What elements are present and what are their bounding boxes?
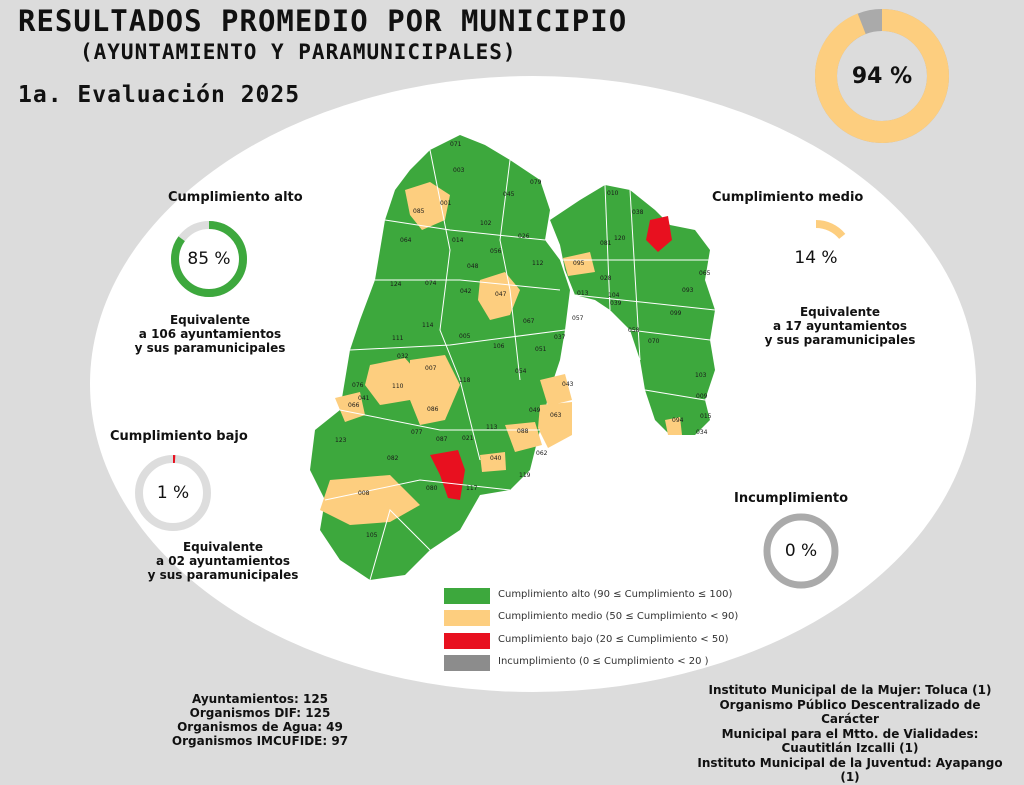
bajo-equiv-line3: y sus paramunicipales	[147, 568, 299, 582]
count-imcufide: Organismos IMCUFIDE: 97	[171, 734, 349, 748]
legend-text-medio: Cumplimiento medio (50 ≤ Cumplimiento < 90)	[498, 611, 739, 622]
municipality-code-label: 095	[573, 260, 585, 267]
municipality-code-label: 105	[366, 532, 378, 539]
note-line5: Instituto Municipal de la Juventud: Ayapango (1)	[697, 755, 1003, 784]
municipality-code-label: 039	[610, 300, 622, 307]
alto-donut	[169, 219, 249, 299]
municipality-code-label: 119	[519, 472, 531, 479]
legend-swatch-alto	[444, 588, 490, 604]
municipality-code-label: 065	[699, 270, 711, 277]
municipality-code-label: 113	[486, 424, 498, 431]
alto-equiv-line3: y sus paramunicipales	[134, 341, 286, 355]
municipality-code-label: 045	[503, 191, 515, 198]
municipality-code-label: 102	[480, 220, 492, 227]
incumplimiento-title: Incumplimiento	[734, 491, 849, 506]
bajo-title: Cumplimiento bajo	[110, 429, 248, 444]
legend-text-bajo: Cumplimiento bajo (20 ≤ Cumplimiento < 50)	[498, 634, 729, 645]
medio-equivalent	[760, 305, 920, 347]
medio-percent: 14 %	[794, 248, 838, 268]
municipality-code-label: 009	[696, 393, 708, 400]
municipality-code-label: 001	[440, 200, 452, 207]
medio-equiv-line3: y sus paramunicipales	[764, 333, 916, 347]
municipality-code-label: 042	[460, 288, 472, 295]
municipality-code-label: 114	[422, 322, 434, 329]
alto-equiv-line1: Equivalente	[169, 313, 251, 327]
legend-swatch-bajo	[444, 633, 490, 649]
municipality-code-label: 040	[490, 455, 502, 462]
medio-equiv-line1: Equivalente	[799, 305, 881, 319]
count-agua: Organismos de Agua: 49	[177, 720, 343, 734]
municipality-code-label: 026	[518, 233, 530, 240]
municipality-code-label: 005	[459, 333, 471, 340]
medio-donut	[776, 218, 856, 298]
municipality-code-label: 104	[608, 292, 620, 299]
municipality-code-label: 057	[572, 315, 584, 322]
municipality-code-label: 117	[466, 485, 478, 492]
municipality-code-label: 074	[425, 280, 437, 287]
municipality-map	[310, 130, 730, 590]
evaluation-subtitle: 1a. Evaluación 2025	[18, 82, 301, 108]
municipality-code-label: 010	[607, 190, 619, 197]
alto-equivalent	[130, 313, 290, 355]
municipality-code-label: 110	[392, 383, 404, 390]
municipality-code-label: 034	[696, 429, 708, 436]
page-title-line2: (AYUNTAMIENTO Y PARAMUNICIPALES)	[80, 40, 517, 64]
municipality-code-label: 080	[426, 485, 438, 492]
municipality-code-label: 056	[490, 248, 502, 255]
municipality-code-label: 058	[628, 327, 640, 334]
count-dif: Organismos DIF: 125	[189, 706, 331, 720]
municipality-code-label: 063	[550, 412, 562, 419]
municipality-code-label: 048	[467, 263, 479, 270]
incumplimiento-percent: 0 %	[784, 541, 818, 561]
legend-text-incumplimiento: Incumplimiento (0 ≤ Cumplimiento < 20 )	[498, 656, 709, 667]
municipality-code-label: 124	[390, 281, 402, 288]
note-line1: Instituto Municipal de la Mujer: Toluca (1)	[708, 683, 992, 697]
municipality-code-label: 051	[535, 346, 547, 353]
municipality-code-label: 015	[700, 413, 712, 420]
medio-title: Cumplimiento medio	[712, 190, 864, 205]
bajo-donut	[133, 453, 213, 533]
municipality-code-label: 077	[411, 429, 423, 436]
municipality-code-label: 088	[517, 428, 529, 435]
municipality-code-label: 028	[600, 275, 612, 282]
municipality-code-label: 032	[397, 353, 409, 360]
municipality-code-label: 118	[459, 377, 471, 384]
bajo-equiv-line2: a 02 ayuntamientos	[155, 554, 291, 568]
municipality-code-label: 106	[493, 343, 505, 350]
bajo-equiv-line1: Equivalente	[182, 540, 264, 554]
municipality-code-label: 085	[413, 208, 425, 215]
overall-percent: 94 %	[851, 63, 913, 89]
bajo-equivalent	[143, 540, 303, 582]
municipality-code-label: 123	[335, 437, 347, 444]
municipality-code-label: 082	[387, 455, 399, 462]
count-ayuntamientos: Ayuntamientos: 125	[191, 692, 329, 706]
municipality-code-label: 087	[436, 436, 448, 443]
municipality-code-label: 071	[450, 141, 462, 148]
medio-equiv-line2: a 17 ayuntamientos	[772, 319, 908, 333]
municipality-code-label: 111	[392, 335, 404, 342]
municipality-code-label: 081	[600, 240, 612, 247]
legend-swatch-medio	[444, 610, 490, 626]
note-line2: Organismo Público Descentralizado de Carácter	[719, 697, 981, 726]
municipality-code-label: 049	[529, 407, 541, 414]
organism-counts	[150, 692, 370, 748]
bajo-percent: 1 %	[156, 483, 190, 503]
alto-title: Cumplimiento alto	[168, 190, 303, 205]
incumplimiento-donut	[762, 512, 840, 590]
municipality-code-label: 067	[523, 318, 535, 325]
municipality-code-label: 064	[400, 237, 412, 244]
note-line3: Municipal para el Mtto. de Vialidades:	[721, 726, 979, 741]
municipality-code-label: 008	[358, 490, 370, 497]
municipality-code-label: 079	[530, 179, 542, 186]
municipality-code-label: 007	[425, 365, 437, 372]
institute-notes	[690, 683, 1010, 785]
municipality-code-label: 086	[427, 406, 439, 413]
alto-equiv-line2: a 106 ayuntamientos	[138, 327, 282, 341]
municipality-code-label: 099	[670, 310, 682, 317]
municipality-code-label: 041	[358, 395, 370, 402]
municipality-code-label: 021	[462, 435, 474, 442]
municipality-code-label: 043	[562, 381, 574, 388]
page-title: RESULTADOS PROMEDIO POR MUNICIPIO	[18, 4, 628, 38]
municipality-code-label: 054	[515, 368, 527, 375]
municipality-code-label: 037	[554, 334, 566, 341]
municipality-code-label: 120	[614, 235, 626, 242]
note-line4: Cuautitlán Izcalli (1)	[781, 741, 919, 755]
legend-text-alto: Cumplimiento alto (90 ≤ Cumplimiento ≤ 100)	[498, 589, 733, 600]
municipality-code-label: 047	[495, 291, 507, 298]
municipality-code-label: 003	[453, 167, 465, 174]
alto-percent: 85 %	[187, 249, 231, 269]
municipality-code-label: 014	[452, 237, 464, 244]
municipality-code-label: 076	[352, 382, 364, 389]
municipality-code-label: 038	[632, 209, 644, 216]
municipality-code-label: 070	[648, 338, 660, 345]
municipality-code-label: 112	[532, 260, 544, 267]
municipality-code-label: 062	[536, 450, 548, 457]
municipality-code-label: 094	[672, 417, 684, 424]
municipality-code-label: 066	[348, 402, 360, 409]
municipality-code-label: 093	[682, 287, 694, 294]
overall-donut	[814, 8, 950, 144]
municipality-code-label: 103	[695, 372, 707, 379]
municipality-code-label: 013	[577, 290, 589, 297]
legend-swatch-incumplimiento	[444, 655, 490, 671]
